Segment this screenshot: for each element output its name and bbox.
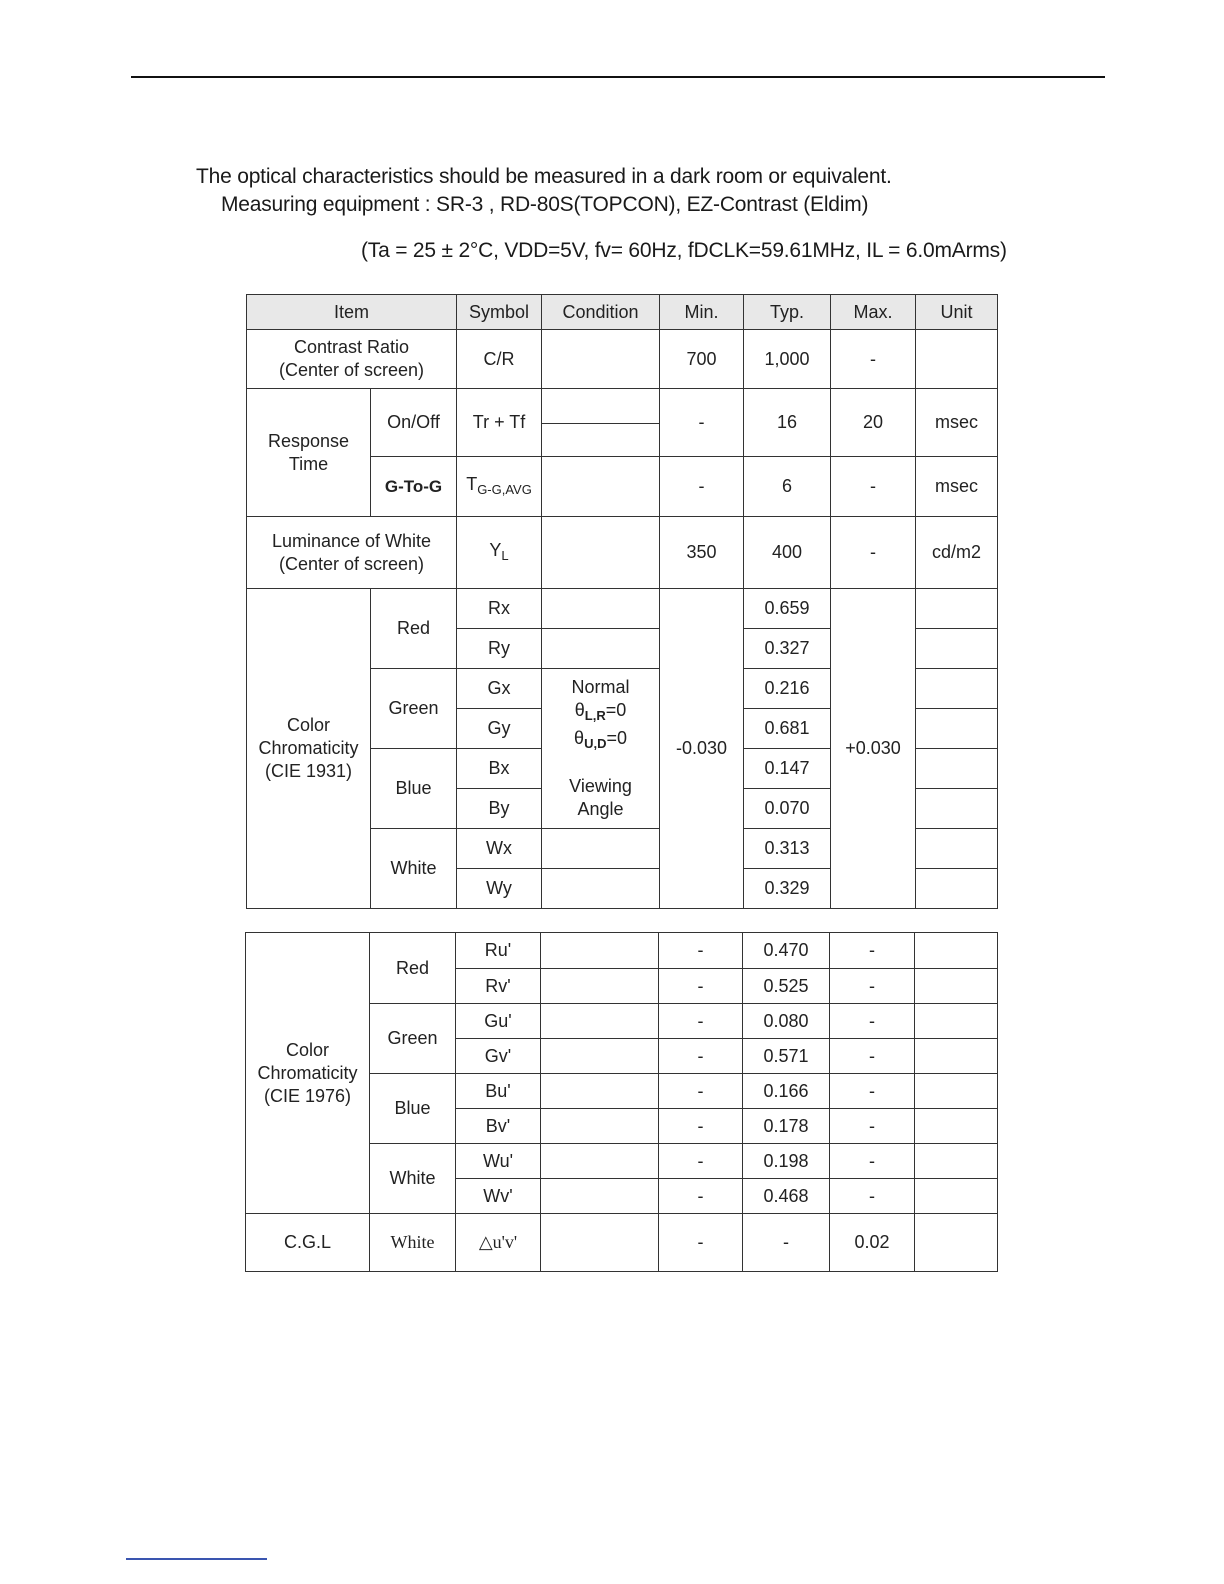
condition-spacer	[542, 755, 659, 775]
unit-cell	[915, 1074, 998, 1109]
condition-cell	[541, 969, 659, 1004]
footer-rule	[126, 1558, 267, 1560]
contrast-ratio-item	[247, 330, 457, 389]
unit-cell	[915, 1179, 998, 1214]
item-label: Contrast Ratio	[293, 337, 410, 357]
unit-cell	[915, 1214, 998, 1272]
header-unit: Unit	[916, 295, 998, 330]
typ-cell: 0.571	[743, 1039, 830, 1074]
intro-text: The optical characteristics should be measured in a dark room or equivalent.	[196, 165, 892, 188]
measuring-equipment-text: Measuring equipment : SR-3 , RD-80S(TOPCON), EZ-Contrast (Eldim)	[221, 193, 869, 216]
min-cell: -	[659, 1214, 743, 1272]
unit-cell	[916, 869, 998, 909]
condition-label: Normal	[571, 677, 630, 697]
condition-cell	[542, 517, 660, 589]
condition-cell	[541, 1179, 659, 1214]
chromaticity-cie1976-table	[245, 932, 998, 1272]
unit-cell	[915, 933, 998, 969]
symbol-cell: Wv'	[456, 1179, 541, 1214]
typ-cell: 0.659	[744, 589, 831, 629]
unit-cell	[916, 330, 998, 389]
color-group-label: White	[371, 829, 457, 909]
item-label: (CIE 1976)	[263, 1085, 352, 1106]
table-row	[247, 389, 998, 457]
header-min: Min.	[660, 295, 744, 330]
symbol-cell: Wx	[457, 829, 542, 869]
max-cell: -	[830, 1039, 915, 1074]
typ-cell: 1,000	[744, 330, 831, 389]
unit-cell	[915, 969, 998, 1004]
min-cell: -	[660, 389, 744, 457]
max-cell: 0.02	[830, 1214, 915, 1272]
condition-label: Angle	[577, 799, 624, 819]
condition-cell	[541, 933, 659, 969]
condition-cell	[542, 629, 660, 669]
typ-cell: -	[743, 1214, 830, 1272]
table-row	[247, 589, 998, 629]
theta-value: =0	[606, 728, 627, 748]
typ-cell: 16	[744, 389, 831, 457]
symbol-cell: Gx	[457, 669, 542, 709]
min-cell: -	[660, 457, 744, 517]
unit-cell	[915, 1109, 998, 1144]
table-header-row	[247, 295, 998, 330]
color-group-label: Red	[371, 589, 457, 669]
table-row	[247, 517, 998, 589]
theta-symbol: θ	[574, 700, 585, 720]
symbol-cell: Wy	[457, 869, 542, 909]
max-cell: -	[831, 330, 916, 389]
typ-cell: 0.178	[743, 1109, 830, 1144]
typ-cell: 0.147	[744, 749, 831, 789]
sub-item-cell: On/Off	[371, 389, 457, 457]
optical-characteristics-table	[246, 294, 998, 909]
item-label: (Center of screen)	[278, 360, 425, 380]
measurement-conditions: (Ta = 25 ± 2°C, VDD=5V, fv= 60Hz, fDCLK=59.61MHz, IL = 6.0mArms)	[361, 239, 1007, 262]
unit-cell	[916, 749, 998, 789]
symbol-cell: Ry	[457, 629, 542, 669]
condition-cell	[541, 1004, 659, 1039]
typ-cell: 0.070	[744, 789, 831, 829]
typ-cell: 0.681	[744, 709, 831, 749]
typ-cell: 0.468	[743, 1179, 830, 1214]
unit-cell: cd/m2	[916, 517, 998, 589]
typ-cell: 0.216	[744, 669, 831, 709]
theta-lr	[542, 699, 659, 727]
min-cell: -	[659, 933, 743, 969]
color-group-label: Blue	[371, 749, 457, 829]
viewing-angle-condition	[542, 669, 660, 829]
condition-cell	[542, 829, 660, 869]
typ-cell: 0.198	[743, 1144, 830, 1179]
condition-label: Viewing	[569, 776, 632, 796]
symbol-cell: By	[457, 789, 542, 829]
header-rule	[131, 76, 1105, 78]
min-cell: -	[659, 1179, 743, 1214]
cie1931-item	[247, 589, 371, 909]
symbol-cell: Gv'	[456, 1039, 541, 1074]
min-cell: -	[659, 969, 743, 1004]
typ-cell: 0.327	[744, 629, 831, 669]
min-cell: -	[659, 1039, 743, 1074]
min-cell: 700	[660, 330, 744, 389]
condition-cell	[542, 457, 660, 517]
symbol-cell: Bu'	[456, 1074, 541, 1109]
max-cell: -	[830, 1109, 915, 1144]
sub-item-cell: G-To-G	[371, 457, 457, 517]
response-time-item	[247, 389, 371, 517]
unit-cell: msec	[916, 389, 998, 457]
symbol-cell: △u'v'	[456, 1214, 541, 1272]
max-cell: 20	[831, 389, 916, 457]
condition-cell	[542, 589, 660, 629]
typ-cell: 6	[744, 457, 831, 517]
item-label: Chromaticity	[257, 1062, 358, 1083]
cgl-item: C.G.L	[246, 1214, 370, 1272]
typ-cell: 0.329	[744, 869, 831, 909]
color-group-label: Green	[371, 669, 457, 749]
symbol-cell: Gu'	[456, 1004, 541, 1039]
unit-cell	[915, 1039, 998, 1074]
item-label: Response	[267, 430, 350, 451]
symbol-base: T	[466, 473, 478, 494]
max-cell: -	[830, 1179, 915, 1214]
condition-cell	[542, 389, 660, 457]
color-group-label: Green	[370, 1004, 456, 1074]
luminance-item	[247, 517, 457, 589]
typ-cell: 0.166	[743, 1074, 830, 1109]
unit-cell: msec	[916, 457, 998, 517]
max-cell: -	[830, 933, 915, 969]
cie1976-item	[246, 933, 370, 1214]
cell-divider	[542, 423, 659, 424]
max-cell: -	[830, 1144, 915, 1179]
item-label: Time	[288, 453, 329, 474]
item-label: (Center of screen)	[278, 553, 425, 574]
unit-cell	[916, 629, 998, 669]
typ-cell: 0.470	[743, 933, 830, 969]
theta-subscript: L,R	[584, 708, 606, 723]
min-cell: -0.030	[660, 589, 744, 909]
table-row	[246, 1214, 998, 1272]
item-label: Color	[286, 715, 330, 735]
theta-value: =0	[605, 700, 627, 720]
condition-cell	[541, 1074, 659, 1109]
typ-cell: 0.080	[743, 1004, 830, 1039]
header-item: Item	[247, 295, 457, 330]
theta-ud	[542, 727, 659, 755]
header-max: Max.	[831, 295, 916, 330]
symbol-subscript: G-G,AVG	[477, 481, 532, 497]
table-row	[247, 330, 998, 389]
symbol-cell: Tr + Tf	[457, 389, 542, 457]
condition-cell	[541, 1214, 659, 1272]
theta-subscript: U,D	[584, 736, 607, 751]
max-cell: +0.030	[831, 589, 916, 909]
condition-cell	[541, 1039, 659, 1074]
max-cell: -	[831, 517, 916, 589]
max-cell: -	[830, 969, 915, 1004]
min-cell: -	[659, 1004, 743, 1039]
item-label: Chromaticity	[258, 738, 359, 758]
item-label: (CIE 1931)	[264, 761, 353, 781]
theta-symbol: θ	[574, 728, 585, 748]
item-label: Color	[285, 1039, 329, 1060]
typ-cell: 0.525	[743, 969, 830, 1004]
condition-cell	[542, 330, 660, 389]
symbol-cell: Bv'	[456, 1109, 541, 1144]
symbol-cell: Wu'	[456, 1144, 541, 1179]
symbol-cell	[457, 457, 542, 517]
symbol-base: Y	[489, 539, 502, 560]
symbol-cell: Rx	[457, 589, 542, 629]
symbol-cell: Rv'	[456, 969, 541, 1004]
symbol-cell: Ru'	[456, 933, 541, 969]
color-group-label: Red	[370, 933, 456, 1004]
condition-cell	[541, 1109, 659, 1144]
unit-cell	[916, 789, 998, 829]
symbol-cell	[457, 517, 542, 589]
condition-cell	[542, 869, 660, 909]
color-group-label: Blue	[370, 1074, 456, 1144]
condition-cell	[541, 1144, 659, 1179]
symbol-cell: Gy	[457, 709, 542, 749]
min-cell: -	[659, 1109, 743, 1144]
unit-cell	[915, 1004, 998, 1039]
unit-cell	[916, 829, 998, 869]
unit-cell	[916, 589, 998, 629]
min-cell: 350	[660, 517, 744, 589]
symbol-subscript: L	[501, 547, 509, 563]
header-typ: Typ.	[744, 295, 831, 330]
min-cell: -	[659, 1144, 743, 1179]
symbol-cell: Bx	[457, 749, 542, 789]
typ-cell: 400	[744, 517, 831, 589]
table-row	[246, 933, 998, 969]
max-cell: -	[831, 457, 916, 517]
item-label: Luminance of White	[271, 530, 432, 551]
symbol-cell: C/R	[457, 330, 542, 389]
header-condition: Condition	[542, 295, 660, 330]
unit-cell	[916, 669, 998, 709]
header-symbol: Symbol	[457, 295, 542, 330]
max-cell: -	[830, 1074, 915, 1109]
unit-cell	[915, 1144, 998, 1179]
sub-item-cell: White	[370, 1214, 456, 1272]
min-cell: -	[659, 1074, 743, 1109]
typ-cell: 0.313	[744, 829, 831, 869]
max-cell: -	[830, 1004, 915, 1039]
color-group-label: White	[370, 1144, 456, 1214]
unit-cell	[916, 709, 998, 749]
